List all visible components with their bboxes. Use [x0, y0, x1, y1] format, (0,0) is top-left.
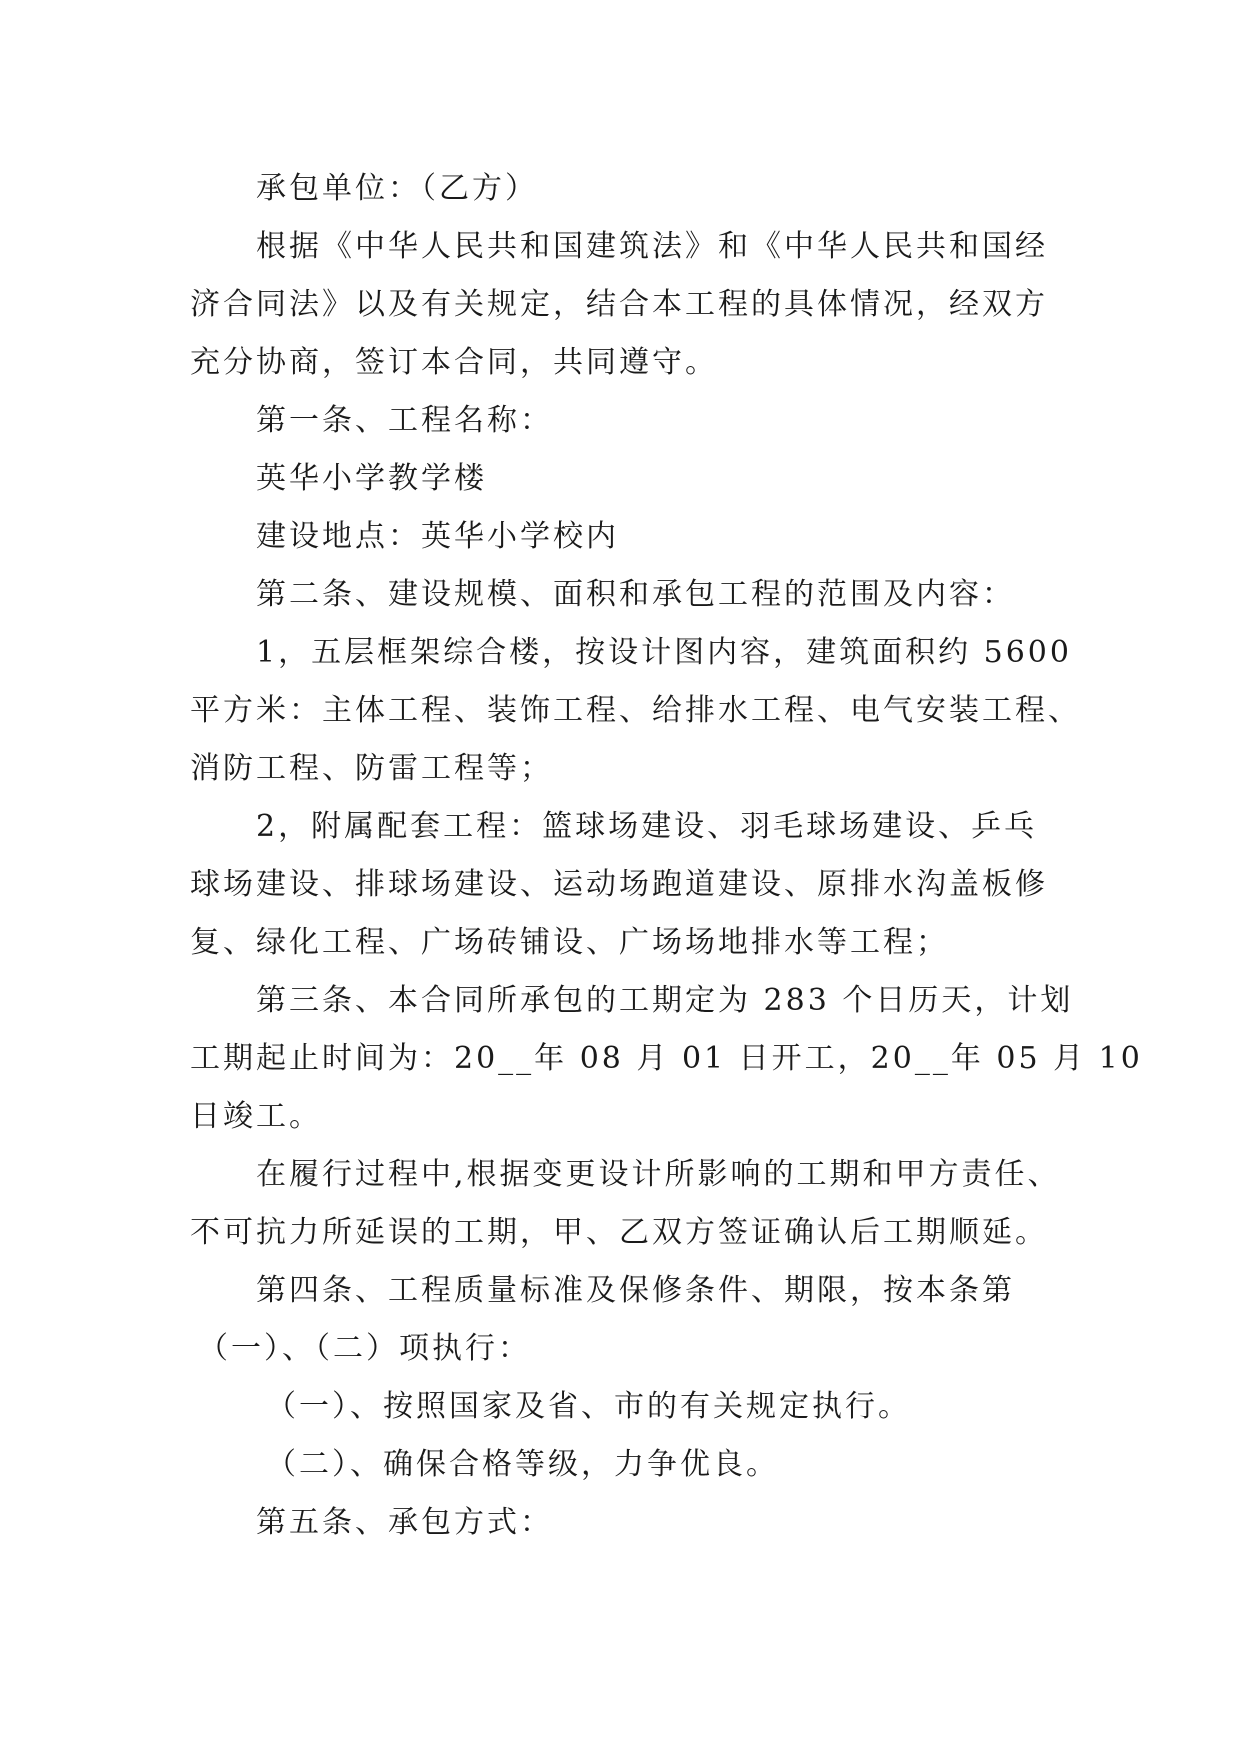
scope-item-2-line-2: 球场建设、排球场建设、运动场跑道建设、原排水沟盖板修 [190, 867, 1048, 902]
article-1-heading: 第一条、工程名称： [256, 403, 553, 438]
article-4-line-2: （一）、（二）项执行： [198, 1331, 531, 1366]
document-page [190, 160, 1143, 1552]
extension-clause-line-2: 不可抗力所延误的工期，甲、乙双方签证确认后工期顺延。 [190, 1215, 1048, 1250]
scope-item-2-line-1: 2，附属配套工程：篮球场建设、羽毛球场建设、乒乓 [256, 809, 1038, 844]
scope-item-1-line-2: 平方米：主体工程、装饰工程、给排水工程、电气安装工程、 [190, 693, 1081, 728]
preamble-line-3: 充分协商，签订本合同，共同遵守。 [190, 345, 718, 380]
extension-clause-line-1: 在履行过程中,根据变更设计所影响的工期和甲方责任、 [256, 1157, 1061, 1192]
quality-item-2: （二）、确保合格等级，力争优良。 [266, 1447, 779, 1482]
article-4-line-1: 第四条、工程质量标准及保修条件、期限，按本条第 [256, 1273, 1015, 1308]
preamble-line-2: 济合同法》以及有关规定，结合本工程的具体情况，经双方 [190, 287, 1048, 322]
article-3-line-1: 第三条、本合同所承包的工期定为 283 个日历天，计划 [256, 983, 1074, 1018]
scope-item-1-line-1: 1，五层框架综合楼，按设计图内容，建筑面积约 5600 [256, 635, 1072, 670]
article-2-heading: 第二条、建设规模、面积和承包工程的范围及内容： [256, 577, 1015, 612]
article-3-line-3: 日竣工。 [190, 1099, 322, 1134]
quality-item-1: （一）、按照国家及省、市的有关规定执行。 [266, 1389, 911, 1424]
scope-item-1-line-3: 消防工程、防雷工程等； [190, 751, 553, 786]
construction-site: 建设地点：英华小学校内 [256, 519, 619, 554]
article-5-heading: 第五条、承包方式： [256, 1505, 553, 1540]
preamble-line-1: 根据《中华人民共和国建筑法》和《中华人民共和国经 [256, 229, 1048, 264]
project-name: 英华小学教学楼 [256, 461, 487, 496]
article-3-line-2: 工期起止时间为：20__年 08 月 01 日开工，20__年 05 月 10 [190, 1041, 1143, 1076]
contractor-line: 承包单位：（乙方） [256, 171, 538, 206]
scope-item-2-line-3: 复、绿化工程、广场砖铺设、广场场地排水等工程； [190, 925, 949, 960]
